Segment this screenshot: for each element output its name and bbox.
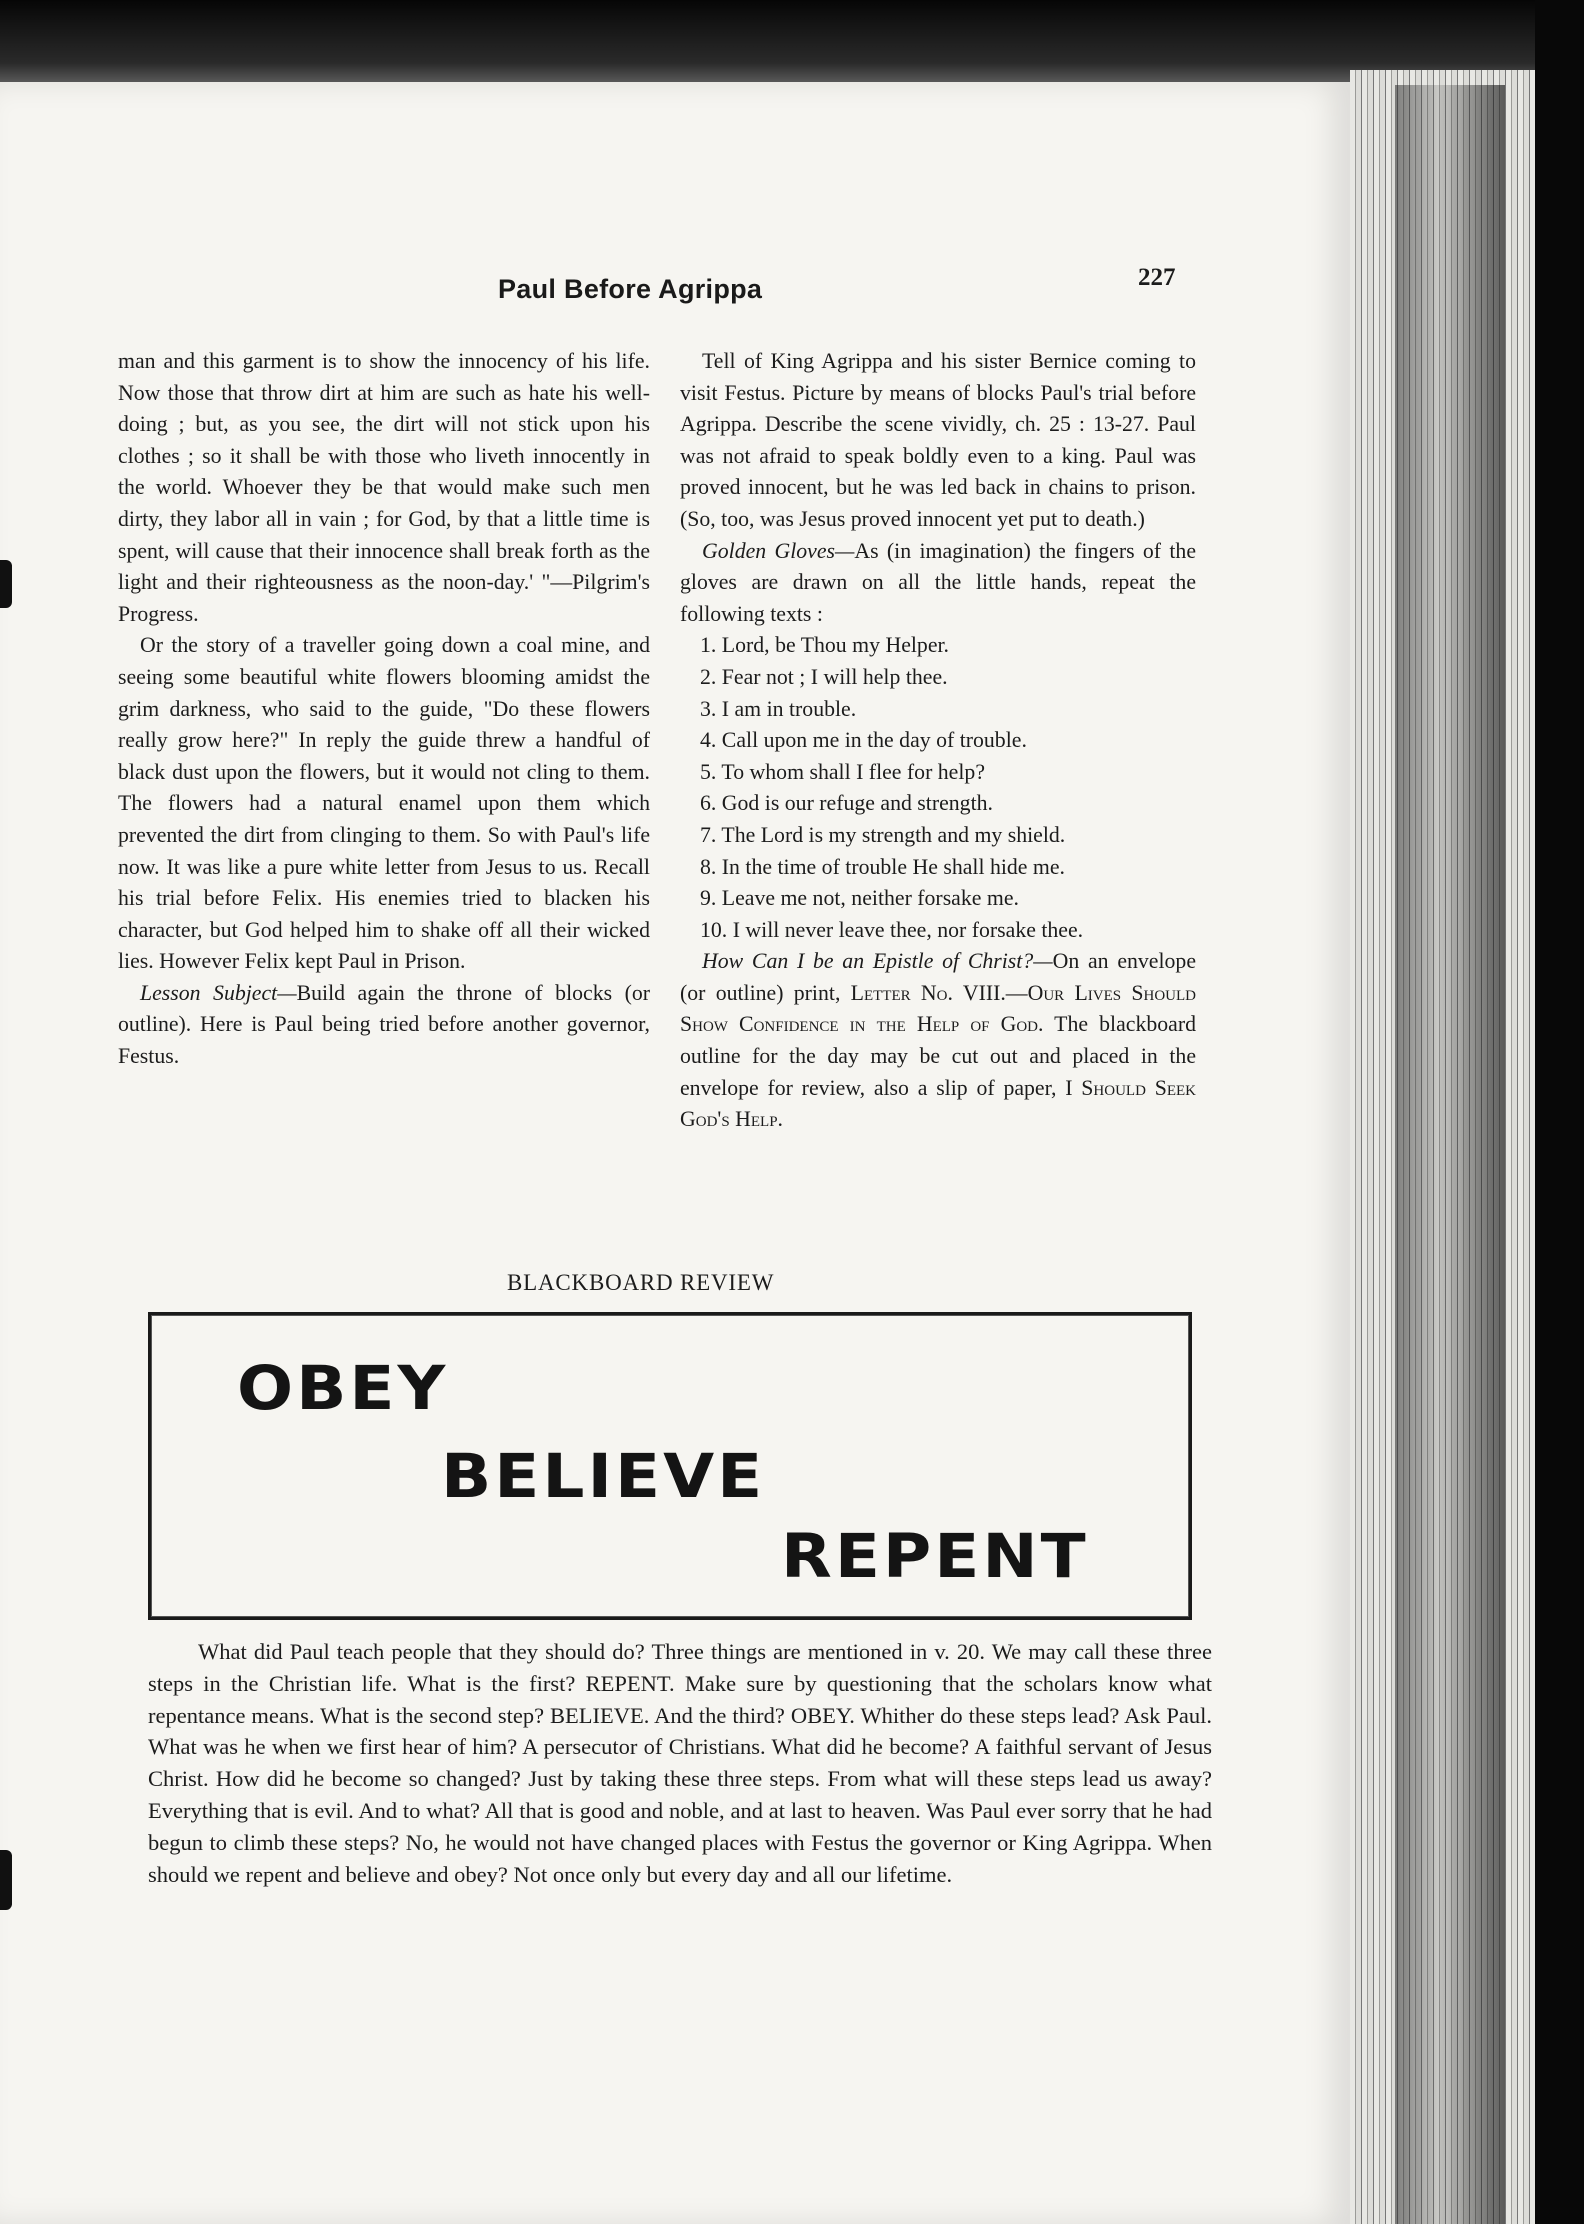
binding-mark: [0, 560, 12, 608]
epistle-label: How Can I be an Epistle of Christ?—: [702, 949, 1053, 974]
binding-mark: [0, 1850, 12, 1910]
list-item: 6. God is our refuge and strength.: [700, 791, 993, 816]
blackboard-heading: BLACKBOARD REVIEW: [507, 1270, 775, 1295]
list-item: 8. In the time of trouble He shall hide me.: [700, 854, 1066, 879]
list-item: 4. Call upon me in the day of trouble.: [700, 728, 1027, 753]
list-item: 7. The Lord is my strength and my shield.: [700, 822, 1066, 847]
board-word-believe: BELIEVE: [441, 1441, 766, 1512]
book-top-shadow: [0, 0, 1584, 90]
paragraph: [680, 536, 1196, 631]
list-item: 9. Leave me not, neither forsake me.: [700, 886, 1019, 911]
board-word-obey: OBEY: [237, 1353, 449, 1424]
paragraph: Or the story of a traveller going down a coal mine, and seeing some beautiful white flowers blooming amidst the grim darkness, who said to the guide, "Do these flowers really grow here?" In reply the guide threw a handful of black dust upon the flowers, but it would not cling to them. The flowers had a natural enamel upon them which prevented the dirt from clinging to them. So with Paul's life now. It was like a pure white letter from Jesus to us. Recall his trial before Felix. His enemies tried to blacken his character, but God helped him to shake off all their wicked lies. However Felix kept Paul in Prison.: [118, 633, 650, 974]
epistle-text-a: On an envelope (or outline) print,: [680, 949, 1196, 1005]
list-item: 3. I am in trouble.: [700, 696, 857, 721]
list-item: 5. To whom shall I flee for help?: [700, 759, 985, 784]
right-column: [680, 346, 1196, 1136]
golden-gloves-label: Golden Gloves—: [702, 538, 855, 563]
paragraph: [680, 946, 1196, 1136]
review-discussion: [148, 1636, 1212, 1890]
board-word-repent: REPENT: [781, 1521, 1089, 1592]
paragraph: man and this garment is to show the innocency of his life. Now those that throw dirt at him are such as hate his well-doing ; but, as you see, the dirt will not stick upon his clothes ; so it shall be with those who liveth innocently in the world. Whoever they be that would make such men dirty, they labor all in vain ; for God, by that a little time is spent, will cause that their innocence shall break forth as the light and their righteousness as the noon-day.' "—Pilgrim's Progress.: [118, 349, 650, 626]
paragraph: Tell of King Agrippa and his sister Bernice coming to visit Festus. Picture by means of blocks Paul's trial before Agrippa. Describe the scene vividly, ch. 25 : 13-27. Paul was not afraid to speak boldly even to a king. Paul was proved innocent, but he was led back in chains to prison. (So, too, was Jesus proved innocent yet put to death.): [680, 349, 1196, 531]
paragraph: [118, 978, 650, 1073]
list-item: 1. Lord, be Thou my Helper.: [700, 633, 950, 658]
letter-title: Letter No. VIII.—Our Lives Should Show Confidence in the Help of God.: [680, 980, 1196, 1037]
lesson-subject-label: Lesson Subject—: [140, 980, 297, 1005]
epistle-text-b: The blackboard outline for the day may be cut out and placed in the envelope for review, also a slip of paper,: [680, 1012, 1196, 1100]
paragraph: What did Paul teach people that they should do? Three things are mentioned in v. 20. We may call these three steps in the Christian life. What is the first? REPENT. Make sure by questioning that the scholars know what repentance means. What is the second step? BELIEVE. And the third? OBEY. Whither do these steps lead? Ask Paul. What was he when we first hear of him? A persecutor of Christians. What did he become? A faithful servant of Jesus Christ. How did he become so changed? Just by taking these three steps. From what will these steps lead us away? Everything that is evil. And to what? All that is good and noble, and at last to heaven. Was Paul ever sorry that he had begun to climb these steps? No, he would not have changed places with Festus the governor or King Agrippa. When should we repent and believe and obey? Not once only but every day and all our lifetime.: [148, 1639, 1212, 1887]
background-edge: [1535, 0, 1584, 2224]
blackboard-outline: [148, 1312, 1192, 1620]
slip-text: I Should Seek God's Help.: [680, 1075, 1196, 1132]
list-item: 10. I will never leave thee, nor forsake thee.: [700, 917, 1084, 942]
page-title: Paul Before Agrippa: [498, 274, 763, 304]
texts-list: [680, 630, 1196, 946]
list-item: 2. Fear not ; I will help thee.: [700, 664, 948, 689]
page-edges-shading: [1395, 85, 1505, 2224]
left-column: [118, 346, 650, 1073]
page-number: 227: [1138, 264, 1176, 291]
lesson-subject-text: Build again the throne of blocks (or outline). Here is Paul being tried before another governor, Festus.: [118, 980, 650, 1069]
golden-gloves-text: As (in imagination) the fingers of the gloves are drawn on all the little hands, repeat the following texts :: [680, 538, 1196, 626]
